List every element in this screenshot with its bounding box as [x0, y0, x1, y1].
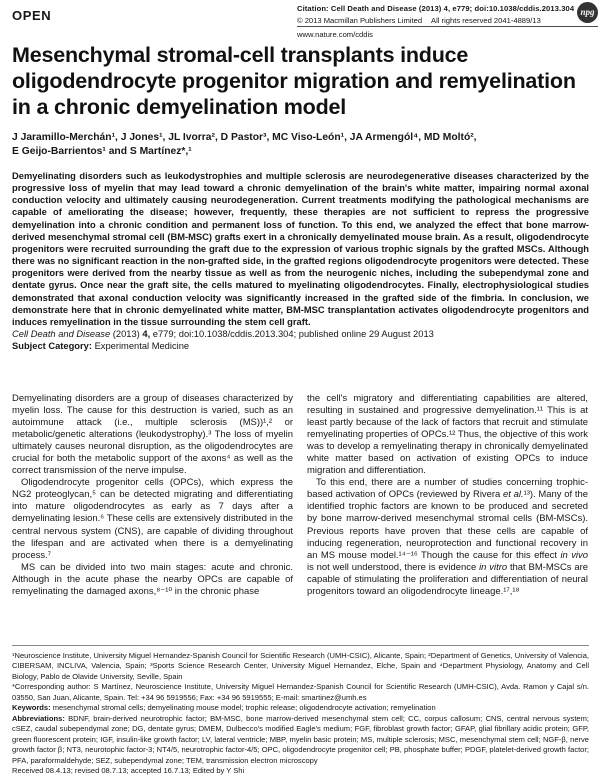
footnotes-section [12, 651, 589, 776]
keywords-note [12, 703, 589, 713]
body-right-column [307, 393, 588, 598]
abbreviations-text: BDNF, brain-derived neurotrophic factor; BM-MSC, bone marrow-derived mesenchymal stem cell; CC, corpus callosum; CNS, central nervous system; cSEZ, caudal subependymal zone; DG, dentate gyrus; DMEM, Dulbecco's modified Eagle's medium; FGF, fibroblast growth factor; GFAP, glial fibrillary acidic protein; GFP, green fluorescent protein; IGF, insulin-like growth factor; LV, lateral ventricle; MBP, myelin basic protein; MS, multiple sclerosis; MSC, mesenchymal stem cell; NGF-β, nerve growth factor β; NT3, neurotophic factor-3; NT4/5, neurotrophic factor-4/5; OPC, oligodendrocyte progenitor cell; PB, phosphate buffer; PDGF, platelet-derived growth factor; PFA, paraformaldehyde; SEZ, subependymal zone; TEM, transmission electron microscopy [12, 713, 589, 765]
subject-category [12, 340, 589, 352]
paragraph-intro: Demyelinating disorders are a group of diseases characterized by myelin loss. The cause for this destruction is varied, such as an autoimmune attack (i.e., multiple sclerosis (MS))¹,² or metabolic/genetic alterations (leukodystrophy).³ The loss of myelin ultimately causes neuronal disruption, as the oligodendrocytes are crucial for both the metabolic support of the axons⁴ as well as the correct transmission of the nerve impulse. [12, 393, 293, 477]
article-title: Mesenchymal stromal-cell transplants induce oligodendrocyte progenitor migration and remyelination in a chronic demyelination model [12, 43, 576, 119]
npg-logo-icon [577, 2, 598, 23]
rights-text: All rights reserved 2041-4889/13 [431, 15, 541, 25]
corresponding-author-note: *Corresponding author: S Martínez, Neuroscience Institute, University Miguel Hernandez-Spanish Council for Scientific Research (UMH-CSIC), Avda. Ramon y Cajal s/n. 03550, San Juan, Alicante, Spain. Tel: +34 96 5919556; Fax: +34 96 5919555; E-mail: smartinez@umh.es [12, 682, 589, 702]
footnote-divider [12, 645, 589, 646]
citation-block [297, 4, 573, 25]
subject-category-label: Subject Category: [12, 341, 92, 352]
subject-category-value: Experimental Medicine [91, 341, 190, 352]
copyright-line [297, 16, 573, 25]
paragraph-opcs: Oligodendrocyte progenitor cells (OPCs), which express the NG2 proteoglycan,⁵ can be detected migrating and differentiating into mature oligodendrocytes as early as 7 days after a demyelinating lesion.⁶ These cells are extensively distributed in the central nervous system (CNS), are capable of dividing throughout the lifespan and are activated when there is a demyelinating process.⁷ [12, 477, 293, 561]
abstract-text: Demyelinating disorders such as leukodystrophies and multiple sclerosis are neurodegenerative diseases characterized by the progressive loss of myelin that may lead toward a chronic demyelination of the brain's white matter, impairing normal axonal conduction velocity and ultimately causing neurodegeneration. Current treatments modifying the pathological mechanisms are capable of ameliorating the disease; however, frequently, these therapies are not sufficient to repress the progressive demyelination into a chronic condition and permanent loss of function. To this end, we analyzed the effect that bone marrow-derived mesenchymal stromal cell (BM-MSC) grafts exert in a chronically demyelinated mouse brain. As a result, oligodendrocyte progenitors were recruited surrounding the graft due to the expression of various trophic signals by the grafted MSCs. Although there was no significant reaction in the non-grafted side, in the grafted regions oligodendrocyte progenitors were detected. These progenitors were derived from the nearby tissue as well as from the neurogenic niches, including the subependymal zone and dentate gyrus. Once near the graft site, the cells matured to myelinating oligodendrocytes. Finally, electrophysiological studies demonstrated that axonal conduction velocity was significantly increased in the grafted side of the fimbria. In conclusion, we demonstrate here that in chronic demyelinated white matter, BM-MSC transplantation activates oligodendrocyte progenitors and induces remyelination in the tissue surrounding the stem cell graft. [12, 171, 589, 327]
keywords-label: Keywords: [12, 703, 51, 713]
paragraph-ms-stages: MS can be divided into two main stages: acute and chronic. Although in the acute phase the nearby OPCs are capable of remyelinating the damaged axons,⁸⁻¹⁰ in the chronic phase [12, 561, 293, 597]
body-left-column [12, 393, 293, 598]
abbreviations-label: Abbreviations: [12, 713, 65, 723]
header-divider [297, 26, 598, 27]
affiliations-note: ¹Neuroscience Institute, University Miguel Hernandez-Spanish Council for Scientific Research (UMH-CSIC), Alicante, Spain; ²Department of Genetics, University of Valencia, CIBERSAM, INCLIVA, Valencia, Spain; ³Sports Science Research Center, University Miguel Hernandez, Elche, Spain and ⁴Department Physiology, Anatomy and Cell Biology, Pablo de Olavide University, Seville, Spain [12, 651, 589, 681]
keywords-text: mesenchymal stromal cells; demyelinating mouse model; trophic release; oligodendrocyte activation; remyelination [50, 703, 436, 713]
received-note: Received 08.4.13; revised 08.7.13; accepted 16.7.13; Edited by Y Shi [12, 765, 245, 775]
authors-line-1: J Jaramillo-Merchán¹, J Jones¹, JL Ivorra², D Pastor³, MC Viso-León¹, JA Armengól⁴, MD Moltó², [12, 132, 477, 143]
open-access-label: OPEN [12, 8, 52, 23]
citation-line: Citation: Cell Death and Disease (2013) 4, e779; doi:10.1038/cddis.2013.304 [297, 4, 575, 13]
journal-url: www.nature.com/cddis [297, 30, 373, 39]
authors-block [12, 131, 588, 159]
npg-logo-text: npg [580, 7, 595, 17]
abbreviations-note [12, 714, 589, 766]
paragraph-chronic-phase: the cell's migratory and differentiating capabilities are altered, resulting in sustained and progressive demyelination.¹¹ This is at least partly because of the lack of factors that recruit and stimulate remyelinating properties of OPCs.¹² Thus, the objective of this work was to develop a remyelinating therapy in chronically demyelinated white matter based on activation of existing OPCs to induce migration and differentiation. [307, 393, 588, 477]
abstract-section [12, 170, 589, 352]
copyright-text: © 2013 Macmillan Publishers Limited [297, 15, 423, 25]
paragraph-trophic-factors: To this end, there are a number of studies concerning trophic-based activation of OPCs (reviewed by Rivera et al.¹³). Many of the identified trophic factors are known to be produced and secreted by bone marrow-derived mesenchymal stromal cells (BM-MSCs). Previous reports have proven that these cells are capable of inducing regeneration, neuroprotection and functional recovery in an MS mouse model.¹⁴⁻¹⁶ Though the cause for this effect in vivo is not well understood, there is evidence in vitro that BM-MSCs are capable of stimulating the proliferation and differentiation of neural progenitors toward an oligodendrocyte lineage.¹⁷,¹⁸ [307, 477, 588, 597]
abstract-citation: Cell Death and Disease (2013) 4, e779; doi:10.1038/cddis.2013.304; published online 29 August 2013 [12, 329, 434, 340]
authors-line-2: E Geijo-Barrientos¹ and S Martínez*,¹ [12, 146, 192, 157]
